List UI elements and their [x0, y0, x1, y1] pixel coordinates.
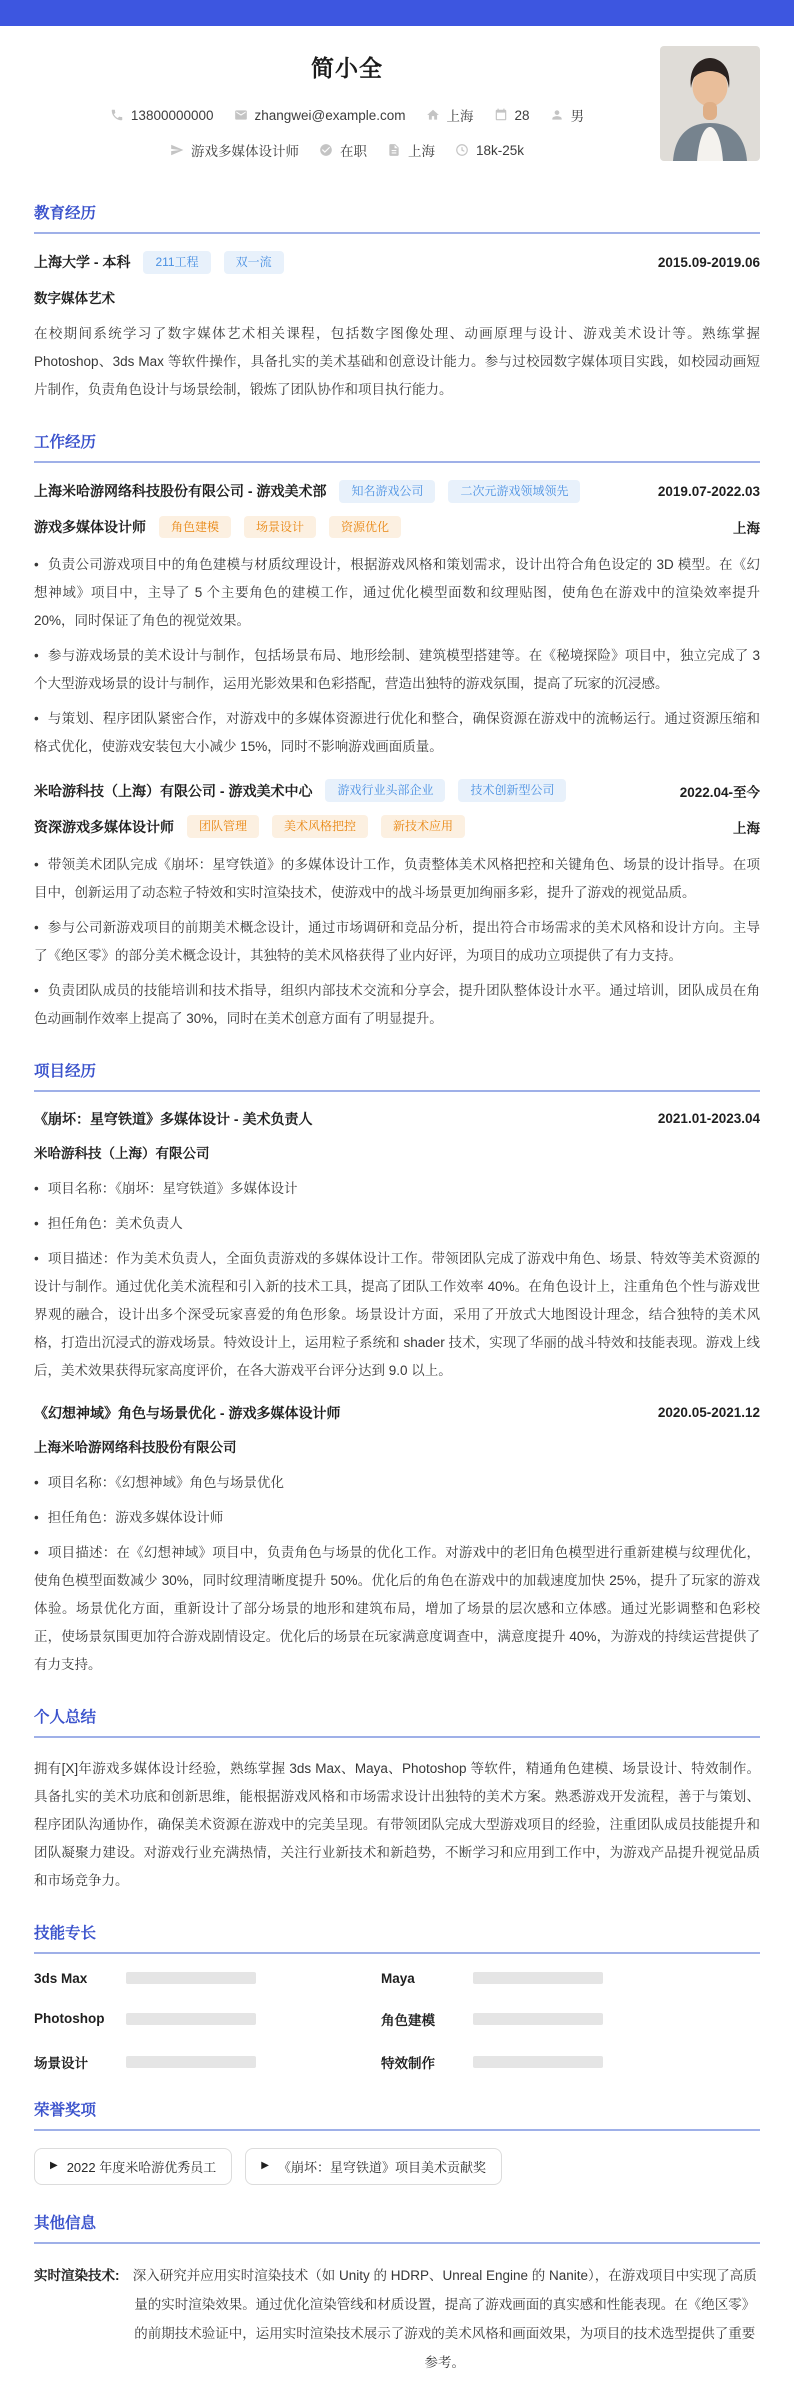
project-name: 《幻想神域》角色与场景优化 - 游戏多媒体设计师 — [34, 1404, 341, 1421]
work-location: 上海 — [733, 520, 760, 536]
skill-name: 场景设计 — [34, 2055, 88, 2071]
email-text: zhangwei@example.com — [254, 107, 406, 123]
city-text: 上海 — [407, 144, 435, 159]
work-bullet: • 负责公司游戏项目中的角色建模与材质纹理设计，根据游戏风格和策划需求，设计出符合角色设定的 3D 模型。在《幻想神域》项目中，主导了 5 个主要角色的建模工作，通过优化模型面数和纹理贴图，使角色在游戏中的渲染效率提升 20%，同时保证了角色的视觉效果。 — [34, 557, 760, 629]
skill-bar — [473, 2013, 603, 2025]
header-main — [34, 26, 660, 175]
home-city-text: 上海 — [446, 109, 474, 124]
project-company: 米哈游科技（上海）有限公司 — [34, 1145, 210, 1161]
education-entry — [34, 251, 760, 404]
work-location: 上海 — [733, 820, 760, 836]
contact-row-intention — [34, 140, 660, 160]
contact-phone — [110, 108, 214, 123]
skill-row — [34, 2009, 293, 2029]
contact-job-intention — [170, 140, 299, 160]
bullet-dot: • — [34, 982, 39, 998]
honor-text: 2022 年度米哈游优秀员工 — [66, 2159, 217, 2175]
project-bullet: • 项目描述：在《幻想神域》项目中，负责角色与场景的优化工作。对游戏中的老旧角色模型进行重新建模与纹理优化，使角色模型面数减少 30%，同时纹理清晰度提升 50%。优化后的角色在游戏中的加载速度加快 25%，提升了玩家的游戏体验。场景优化方面，重新设计了部分场景的地形和建筑布局，增加了场景的层次感和立体感。通过光影调整和色彩校正，使场景氛围更加符合游戏剧情设定。优化后的场景在玩家满意度调查中，满意度提升 40%，为游戏的持续运营提供了有力支持。 — [34, 1544, 760, 1672]
city-icon — [387, 143, 401, 157]
project-entry — [34, 1109, 760, 1385]
contact-email — [234, 108, 406, 123]
school-tag: 双一流 — [224, 251, 284, 274]
gender-text: 男 — [570, 109, 585, 124]
section-projects — [34, 1059, 760, 1679]
contact-city — [387, 140, 435, 160]
work-date: 2022.04-至今 — [679, 784, 760, 800]
skills-grid — [34, 1971, 760, 2072]
work-entry — [34, 480, 760, 762]
section-title-other: 其他信息 — [34, 2211, 760, 2244]
skill-row — [381, 2009, 640, 2029]
section-honors — [34, 2098, 760, 2185]
bullet-dot: • — [34, 1180, 39, 1196]
bullet-dot: • — [34, 1215, 39, 1231]
work-bullet: • 参与公司新游戏项目的前期美术概念设计，通过市场调研和竞品分析，提出符合市场需求的美术风格和设计方向。主导了《绝区零》的部分美术概念设计，其独特的美术风格获得了业内好评，为项目的成功立项提供了有力支持。 — [34, 919, 760, 963]
skill-name: Maya — [381, 1970, 415, 1986]
work-bullet: • 与策划、程序团队紧密合作，对游戏中的多媒体资源进行优化和整合，确保资源在游戏中的流畅运行。通过资源压缩和格式优化，使游戏安装包大小减少 15%，同时不影响游戏画面质量。 — [34, 711, 760, 755]
skill-bar — [126, 2013, 256, 2025]
section-title-honors: 荣誉奖项 — [34, 2098, 760, 2131]
project-bullet: • 担任角色：美术负责人 — [34, 1215, 183, 1231]
project-bullet: • 担任角色：游戏多媒体设计师 — [34, 1509, 224, 1525]
school-name: 上海大学 - 本科 — [34, 254, 131, 271]
section-summary — [34, 1705, 760, 1895]
skill-bar — [126, 2056, 256, 2068]
skill-bar — [473, 2056, 603, 2068]
education-date: 2015.09-2019.06 — [657, 254, 760, 270]
job-intention-icon — [170, 143, 184, 157]
section-other — [34, 2211, 760, 2377]
profile-photo — [660, 46, 760, 161]
bullet-dot: • — [34, 557, 39, 573]
status-text: 在职 — [339, 144, 367, 159]
bullet-dot: • — [34, 648, 39, 664]
top-accent-bar — [0, 0, 794, 26]
section-education — [34, 201, 760, 404]
phone-text: 13800000000 — [130, 107, 214, 123]
project-bullet: • 项目名称：《幻想神域》角色与场景优化 — [34, 1474, 284, 1490]
work-entry — [34, 779, 760, 1033]
honor-badge — [245, 2148, 502, 2185]
other-info-row — [34, 2261, 760, 2377]
honor-text: 《崩坏：星穹铁道》项目美术贡献奖 — [277, 2159, 486, 2175]
contact-row-basic — [34, 105, 660, 125]
section-work — [34, 430, 760, 1033]
contact-salary — [455, 143, 524, 158]
home-icon — [426, 108, 440, 122]
skill-name: Photoshop — [34, 2011, 105, 2027]
phone-icon — [110, 108, 124, 122]
resume-page — [0, 26, 794, 2407]
candidate-name: 简小全 — [311, 55, 383, 81]
project-date: 2020.05-2021.12 — [657, 1405, 760, 1421]
age-text: 28 — [514, 107, 530, 123]
section-title-projects: 项目经历 — [34, 1059, 760, 1092]
work-bullet: • 带领美术团队完成《崩坏：星穹铁道》的多媒体设计工作，负责整体美术风格把控和关键角色、场景的设计指导。在项目中，创新运用了动态粒子特效和实时渲染技术，使游戏中的战斗场景更加绚丽多彩，提升了游戏的视觉品质。 — [34, 856, 760, 900]
section-skills — [34, 1921, 760, 2072]
bullet-dot: • — [34, 1509, 39, 1525]
role-tag: 美术风格把控 — [272, 815, 368, 838]
contact-gender — [550, 105, 585, 125]
skill-row — [381, 2052, 640, 2072]
resume-header — [34, 26, 760, 175]
other-info-text: 深入研究并应用实时渲染技术（如 Unity 的 HDRP、Unreal Engine 的 Nanite），在游戏项目中实现了高质量的实时渲染效果。通过优化渲染管线和材质设置，提高了游戏画面的真实感和性能表现。在《绝区零》的前期技术验证中，运用实时渲染技术展示了游戏的美术风格和画面效果，为项目的技术选型提供了重要参考。 — [132, 2267, 757, 2370]
role-tag: 角色建模 — [159, 516, 231, 539]
salary-icon — [455, 143, 469, 157]
company-name: 米哈游科技（上海）有限公司 - 游戏美术中心 — [34, 782, 313, 799]
contact-status — [319, 140, 367, 160]
project-company: 上海米哈游网络科技股份有限公司 — [34, 1439, 237, 1455]
summary-text: 拥有[X]年游戏多媒体设计经验，熟练掌握 3ds Max、Maya、Photoshop 等软件，精通角色建模、场景设计、特效制作。具备扎实的美术功底和创新思维，能根据游戏风格和市场需求设计出独特的美术方案。熟悉游戏开发流程，善于与策划、程序团队沟通协作，确保美术资源在游戏中的完美呈现。有带领团队完成大型游戏项目的经验，注重团队成员技能提升和团队凝聚力建设。对游戏行业充满热情，关注行业新技术和新趋势，不断学习和应用到工作中，为游戏产品提升视觉品质和市场竞争力。 — [34, 1760, 760, 1888]
role-tag: 团队管理 — [187, 815, 259, 838]
bullet-dot: • — [34, 1474, 39, 1490]
skill-row — [34, 2052, 293, 2072]
bullet-dot: • — [34, 919, 39, 935]
project-name: 《崩坏：星穹铁道》多媒体设计 - 美术负责人 — [34, 1110, 313, 1127]
project-bullet: • 项目名称：《崩坏：星穹铁道》多媒体设计 — [34, 1180, 298, 1196]
skill-bar — [126, 1972, 256, 1984]
company-tag: 技术创新型公司 — [458, 779, 566, 802]
work-bullet: • 负责团队成员的技能培训和技术指导，组织内部技术交流和分享会，提升团队整体设计水平。通过培训，团队成员在角色动画制作效率上提高了 30%，同时在美术创意方面有了明显提升。 — [34, 982, 760, 1026]
education-description: 在校期间系统学习了数字媒体艺术相关课程，包括数字图像处理、动画原理与设计、游戏美术设计等。熟练掌握 Photoshop、3ds Max 等软件操作，具备扎实的美术基础和创意设计能力。参与过校园数字媒体项目实践，如校园动画短片制作，负责角色设计与场景绘制，锻炼了团队协作和项目执行能力。 — [34, 325, 760, 397]
project-bullet: • 项目描述：作为美术负责人，全面负责游戏的多媒体设计工作。带领团队完成了游戏中角色、场景、特效等美术资源的设计与制作。通过优化美术流程和引入新的技术工具，提高了团队工作效率 40%。在角色设计上，注重角色个性与游戏世界观的融合，设计出多个深受玩家喜爱的角色形象。场景设计方面，采用了开放式大地图设计理念，结合独特的美术风格，打造出沉浸式的游戏场景。特效设计上，运用粒子系统和 shader 技术，实现了华丽的战斗特效和技能表现。游戏上线后，美术效果获得玩家高度评价，在各大游戏平台评分达到 9.0 以上。 — [34, 1250, 760, 1378]
bullet-dot: • — [34, 711, 39, 727]
role-tag: 新技术应用 — [381, 815, 465, 838]
bullet-dot: • — [34, 856, 39, 872]
gender-icon — [550, 108, 564, 122]
work-bullet: • 参与游戏场景的美术设计与制作，包括场景布局、地形绘制、建筑模型搭建等。在《秘境探险》项目中，独立完成了 3 个大型游戏场景的设计与制作，运用光影效果和色彩搭配，营造出独特的游戏氛围，提高了玩家的沉浸感。 — [34, 648, 760, 692]
section-title-summary: 个人总结 — [34, 1705, 760, 1738]
skill-bar — [473, 1972, 603, 1984]
school-tag: 211工程 — [143, 251, 210, 274]
company-name: 上海米哈游网络科技股份有限公司 - 游戏美术部 — [34, 483, 327, 500]
salary-text: 18k-25k — [475, 142, 525, 158]
bullet-dot: • — [34, 1544, 39, 1560]
skill-row — [381, 1971, 640, 1986]
honors-row — [34, 2148, 760, 2185]
contact-home-city — [426, 105, 474, 125]
status-icon — [319, 143, 333, 157]
section-title-education: 教育经历 — [34, 201, 760, 234]
skill-name: 角色建模 — [381, 2012, 435, 2028]
email-icon — [234, 108, 248, 122]
project-date: 2021.01-2023.04 — [657, 1111, 760, 1127]
education-major: 数字媒体艺术 — [34, 290, 115, 306]
skill-row — [34, 1971, 293, 1986]
job-intention-text: 游戏多媒体设计师 — [190, 144, 299, 159]
section-title-work: 工作经历 — [34, 430, 760, 463]
job-role: 游戏多媒体设计师 — [34, 518, 146, 535]
role-tag: 场景设计 — [244, 516, 316, 539]
section-title-skills: 技能专长 — [34, 1921, 760, 1954]
contact-age — [494, 108, 530, 123]
play-icon: ▶ — [261, 2160, 269, 2172]
company-tag: 二次元游戏领域领先 — [448, 480, 580, 503]
honor-badge — [34, 2148, 232, 2185]
company-tag: 知名游戏公司 — [339, 480, 435, 503]
project-entry — [34, 1403, 760, 1679]
play-icon: ▶ — [50, 2160, 58, 2172]
work-date: 2019.07-2022.03 — [657, 483, 760, 499]
age-icon — [494, 108, 508, 122]
other-info-label: 实时渲染技术: — [34, 2267, 120, 2283]
skill-name: 特效制作 — [381, 2055, 435, 2071]
role-tag: 资源优化 — [329, 516, 401, 539]
job-role: 资深游戏多媒体设计师 — [34, 818, 174, 835]
bullet-dot: • — [34, 1250, 39, 1266]
skill-name: 3ds Max — [34, 1970, 88, 1986]
company-tag: 游戏行业头部企业 — [325, 779, 445, 802]
